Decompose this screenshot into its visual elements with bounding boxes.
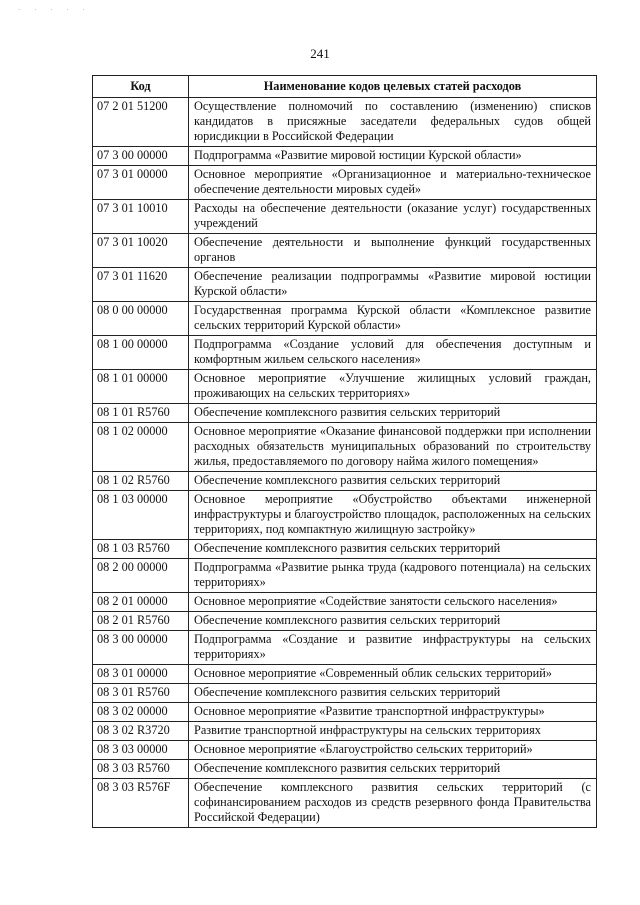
- row-code: 08 0 00 00000: [93, 302, 189, 336]
- table-row: [93, 147, 597, 166]
- row-code: 08 2 00 00000: [93, 559, 189, 593]
- row-name: Обеспечение реализации подпрограммы «Развитие мировой юстиции Курской области»: [189, 268, 597, 302]
- row-code: 08 3 01 R5760: [93, 684, 189, 703]
- table-row: [93, 336, 597, 370]
- table-row: [93, 166, 597, 200]
- row-code: 07 2 01 51200: [93, 98, 189, 147]
- row-code: 07 3 01 10010: [93, 200, 189, 234]
- row-code: 08 2 01 R5760: [93, 612, 189, 631]
- table-row: [93, 540, 597, 559]
- row-name: Подпрограмма «Развитие мировой юстиции Курской области»: [189, 147, 597, 166]
- table-row: [93, 593, 597, 612]
- table-row: [93, 404, 597, 423]
- table-body: [93, 98, 597, 828]
- row-code: 08 3 01 00000: [93, 665, 189, 684]
- table-row: [93, 703, 597, 722]
- header-name: Наименование кодов целевых статей расходов: [189, 76, 597, 98]
- row-code: 08 1 00 00000: [93, 336, 189, 370]
- row-name: Основное мероприятие «Оказание финансовой поддержки при исполнении расходных обязательств муниципальных образований по строительству жилья, предоставляемого по договору найма жилого помещения»: [189, 423, 597, 472]
- table-row: [93, 741, 597, 760]
- row-name: Подпрограмма «Создание и развитие инфраструктуры на сельских территориях»: [189, 631, 597, 665]
- row-name: Развитие транспортной инфраструктуры на сельских территориях: [189, 722, 597, 741]
- table-row: [93, 612, 597, 631]
- row-code: 07 3 01 10020: [93, 234, 189, 268]
- row-name: Основное мероприятие «Развитие транспортной инфраструктуры»: [189, 703, 597, 722]
- row-name: Обеспечение комплексного развития сельских территорий: [189, 612, 597, 631]
- row-code: 08 1 02 R5760: [93, 472, 189, 491]
- row-code: 07 3 00 00000: [93, 147, 189, 166]
- row-name: Основное мероприятие «Современный облик сельских территорий»: [189, 665, 597, 684]
- row-code: 08 1 03 00000: [93, 491, 189, 540]
- table-row: [93, 684, 597, 703]
- row-code: 07 3 01 00000: [93, 166, 189, 200]
- row-name: Основное мероприятие «Благоустройство сельских территорий»: [189, 741, 597, 760]
- row-name: Основное мероприятие «Содействие занятости сельского населения»: [189, 593, 597, 612]
- row-code: 08 1 03 R5760: [93, 540, 189, 559]
- table-row: [93, 234, 597, 268]
- table-row: [93, 472, 597, 491]
- row-code: 07 3 01 11620: [93, 268, 189, 302]
- row-code: 08 1 02 00000: [93, 423, 189, 472]
- row-code: 08 2 01 00000: [93, 593, 189, 612]
- table-row: [93, 779, 597, 828]
- table-row: [93, 631, 597, 665]
- table-row: [93, 760, 597, 779]
- row-code: 08 3 03 R576F: [93, 779, 189, 828]
- table-row: [93, 200, 597, 234]
- table-row: [93, 423, 597, 472]
- row-name: Подпрограмма «Создание условий для обеспечения доступным и комфортным жильем сельского населения»: [189, 336, 597, 370]
- row-name: Обеспечение комплексного развития сельских территорий (с софинансированием расходов из средств резервного фонда Правительства Российской Федерации): [189, 779, 597, 828]
- row-name: Государственная программа Курской области «Комплексное развитие сельских территорий Курской области»: [189, 302, 597, 336]
- row-name: Подпрограмма «Развитие рынка труда (кадрового потенциала) на сельских территориях»: [189, 559, 597, 593]
- row-code: 08 1 01 R5760: [93, 404, 189, 423]
- row-name: Основное мероприятие «Обустройство объектами инженерной инфраструктуры и благоустройство площадок, расположенных на сельских территориях, под компактную жилищную застройку»: [189, 491, 597, 540]
- row-name: Обеспечение комплексного развития сельских территорий: [189, 404, 597, 423]
- row-name: Обеспечение комплексного развития сельских территорий: [189, 760, 597, 779]
- table-row: [93, 722, 597, 741]
- row-name: Основное мероприятие «Организационное и материально-техническое обеспечение деятельности мировых судей»: [189, 166, 597, 200]
- row-code: 08 3 00 00000: [93, 631, 189, 665]
- row-name: Обеспечение деятельности и выполнение функций государственных органов: [189, 234, 597, 268]
- row-code: 08 3 02 00000: [93, 703, 189, 722]
- row-code: 08 3 02 R3720: [93, 722, 189, 741]
- table-row: [93, 98, 597, 147]
- table-header-row: [93, 76, 597, 98]
- header-code: Код: [93, 76, 189, 98]
- table-row: [93, 665, 597, 684]
- table-row: [93, 268, 597, 302]
- row-name: Обеспечение комплексного развития сельских территорий: [189, 684, 597, 703]
- budget-codes-table: [92, 75, 597, 828]
- row-name: Обеспечение комплексного развития сельских территорий: [189, 540, 597, 559]
- table-row: [93, 302, 597, 336]
- row-name: Расходы на обеспечение деятельности (оказание услуг) государственных учреждений: [189, 200, 597, 234]
- scan-marks: · · · · ·: [18, 6, 91, 14]
- table-row: [93, 370, 597, 404]
- row-name: Основное мероприятие «Улучшение жилищных условий граждан, проживающих на сельских территориях»: [189, 370, 597, 404]
- row-name: Осуществление полномочий по составлению (изменению) списков кандидатов в присяжные заседатели федеральных судов общей юрисдикции в Российской Федерации: [189, 98, 597, 147]
- row-code: 08 3 03 R5760: [93, 760, 189, 779]
- row-code: 08 3 03 00000: [93, 741, 189, 760]
- table-row: [93, 559, 597, 593]
- row-name: Обеспечение комплексного развития сельских территорий: [189, 472, 597, 491]
- page-number: 241: [310, 46, 330, 61]
- table-row: [93, 491, 597, 540]
- row-code: 08 1 01 00000: [93, 370, 189, 404]
